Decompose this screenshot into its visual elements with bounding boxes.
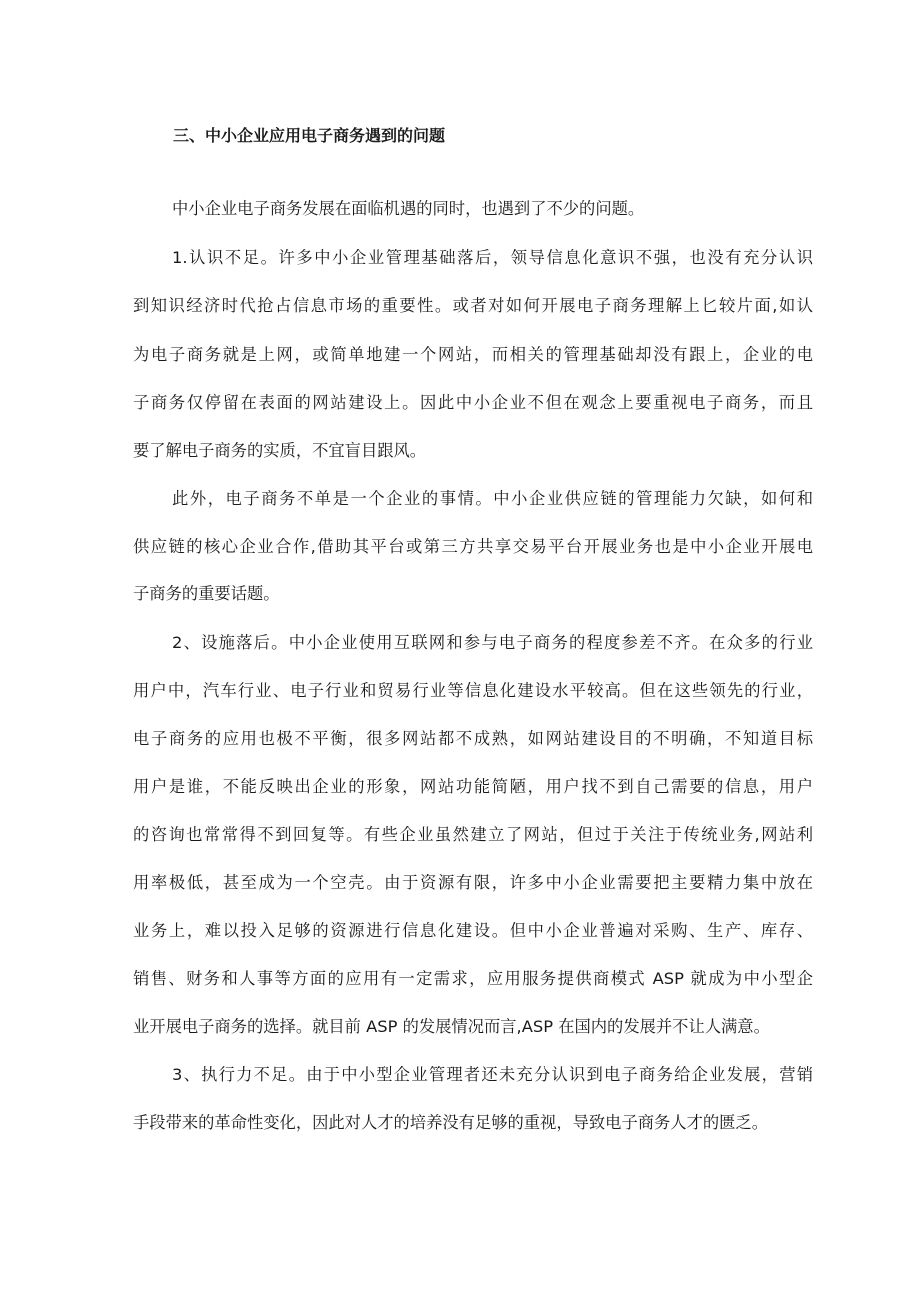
paragraph-3-line-2: 用户中，汽车行业、电子行业和贸易行业等信息化建设水平较高。但在这些领先的行业， [133,681,813,700]
paragraph-1-line-4: 子商务仅停留在表面的网站建设上。因此中小企业不但在观念上要重视电子商务，而且 [133,393,813,412]
paragraph-2-line-3: 子商务的重要话题。 [133,584,280,603]
paragraph-3-line-1: 2、设施落后。中小企业使用互联网和参与电子商务的程度参差不齐。在众多的行业 [172,633,813,652]
paragraph-1-line-3: 为电子商务就是上网，或简单地建一个网站，而相关的管理基础却没有跟上，企业的电 [133,345,813,364]
paragraph-1-line-2: 到知识经济时代抢占信息市场的重要性。或者对如何开展电子商务理解上匕较片面,如认 [133,296,813,315]
paragraph-3-line-5: 的咨询也常常得不到回复等。有些企业虽然建立了网站，但过于关注于传统业务,网站利 [133,825,813,844]
paragraph-3-line-7: 业务上，难以投入足够的资源进行信息化建设。但中小企业普遍对采购、生产、库存、 [133,921,813,940]
paragraph-3-line-8: 销售、财务和人事等方面的应用有一定需求，应用服务提供商模式 ASP 就成为中小型企 [133,969,813,988]
paragraph-intro-line-1: 中小企业电子商务发展在面临机遇的同时，也遇到了不少的问题。 [172,199,645,218]
paragraph-4-line-2: 手段带来的革命性变化，因此对人才的培养没有足够的重视，导致电子商务人才的匮乏。 [133,1113,768,1132]
paragraph-4-line-1: 3、执行力不足。由于中小型企业管理者还未充分认识到电子商务给企业发展，营销 [172,1065,813,1084]
section-heading: 三、中小企业应用电子商务遇到的问题 [173,126,446,145]
paragraph-1-line-5: 要了解电子商务的实质，不宜盲目跟风。 [133,441,427,460]
paragraph-3-line-9: 业开展电子商务的选择。就目前 ASP 的发展情况而言,ASP 在国内的发展并不让人满意。 [133,1017,770,1036]
paragraph-2-line-1: 此外，电子商务不单是一个企业的事情。中小企业供应链的管理能力欠缺，如何和 [172,489,813,508]
paragraph-1-line-1: 1.认识不足。许多中小企业管理基础落后，领导信息化意识不强，也没有充分认识 [172,248,813,267]
paragraph-3-line-6: 用率极低，甚至成为一个空壳。由于资源有限，许多中小企业需要把主要精力集中放在 [133,873,813,892]
paragraph-3-line-3: 电子商务的应用也极不平衡，很多网站都不成熟，如网站建设目的不明确，不知道目标 [133,729,813,748]
paragraph-2-line-2: 供应链的核心企业合作,借助其平台或第三方共享交易平台开展业务也是中小企业开展电 [133,537,813,556]
paragraph-3-line-4: 用户是谁，不能反映出企业的形象，网站功能简陋，用户找不到自己需要的信息，用户 [133,777,813,796]
